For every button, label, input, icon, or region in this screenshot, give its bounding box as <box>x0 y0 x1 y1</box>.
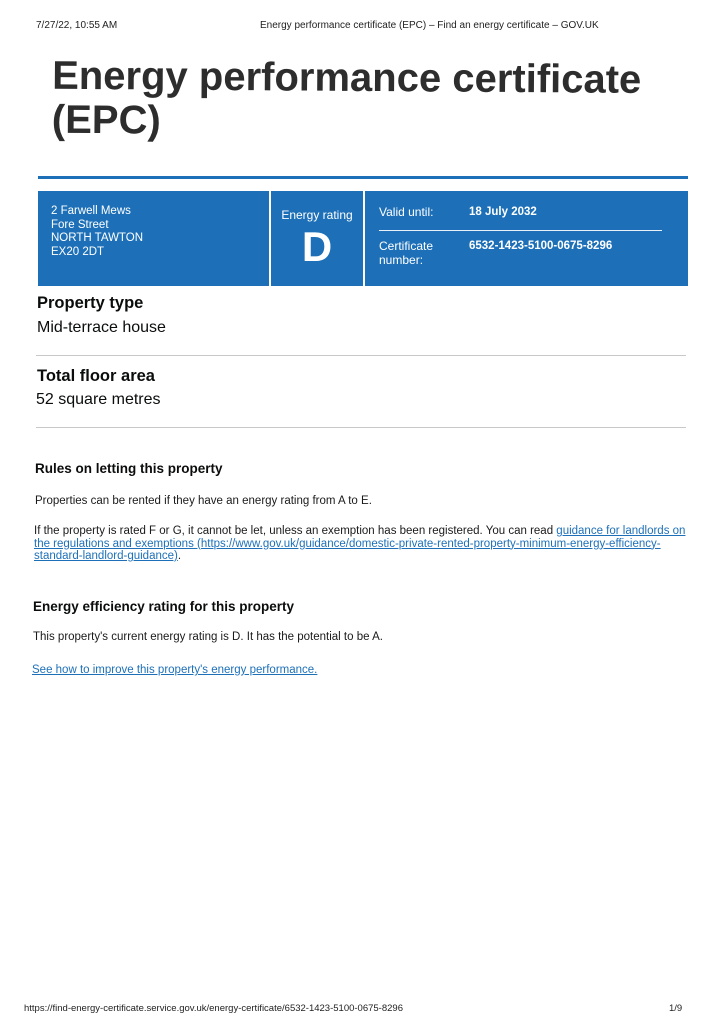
letting-exemptions-paragraph <box>34 525 686 563</box>
address-line: 2 Farwell Mews <box>51 205 131 217</box>
print-footer-url: https://find-energy-certificate.service.gov.uk/energy-certificate/6532-1423-5100-0675-8296 <box>24 1003 403 1014</box>
property-address <box>38 191 271 286</box>
address-line: NORTH TAWTON <box>51 232 143 244</box>
valid-until-value: 18 July 2032 <box>469 206 537 218</box>
valid-until-label: Valid until: <box>379 205 434 219</box>
energy-rating-cell <box>271 191 365 286</box>
letting-exemptions-text: If the property is rated F or G, it cannot be let, unless an exemption has been registered. You can read <box>34 525 557 537</box>
certificate-details <box>365 191 688 286</box>
property-type-heading: Property type <box>37 294 144 312</box>
address-line: EX20 2DT <box>51 245 105 258</box>
certificate-number-value: 6532-1423-5100-0675-8296 <box>469 240 613 252</box>
valid-until-row <box>379 205 662 219</box>
certificate-number-label-line-1: Certificate <box>379 239 434 253</box>
print-page-title: Energy performance certificate (EPC) – Find an energy certificate – GOV.UK <box>260 20 599 31</box>
letting-rules-paragraph: Properties can be rented if they have an energy rating from A to E. <box>35 495 372 507</box>
section-divider <box>36 427 686 428</box>
letting-exemptions-end: . <box>177 550 182 562</box>
certificate-number-label-line-2: number: <box>379 253 424 267</box>
property-type-value: Mid-terrace house <box>37 319 166 336</box>
energy-efficiency-heading: Energy efficiency rating for this property <box>33 599 295 614</box>
print-date: 7/27/22, 10:55 AM <box>36 20 118 31</box>
details-divider <box>379 230 662 231</box>
title-divider <box>38 176 688 179</box>
floor-area-value: 52 square metres <box>36 391 161 408</box>
energy-rating-letter: D <box>301 223 333 270</box>
energy-rating-label: Energy rating <box>281 208 353 222</box>
page-title-line-1: Energy performance certificate <box>52 53 642 102</box>
energy-efficiency-paragraph: This property's current energy rating is D. It has the potential to be A. <box>33 631 383 643</box>
address-line: Fore Street <box>51 218 109 231</box>
floor-area-heading: Total floor area <box>37 367 155 385</box>
page-title-line-2: (EPC) <box>51 97 161 143</box>
print-page-number: 1/9 <box>669 1003 683 1014</box>
landlord-guidance-link[interactable]: guidance for landlords on the regulations and exemptions (https://www.gov.uk/guidance/domestic-private-rented-property-minimum-energy-efficiency-standard-landlord-guidance) <box>34 525 686 562</box>
epc-summary-box <box>38 191 688 286</box>
letting-rules-heading: Rules on letting this property <box>35 461 223 476</box>
section-divider <box>36 355 686 356</box>
page-title <box>52 54 693 146</box>
certificate-number-row <box>379 239 662 267</box>
improve-energy-performance-link[interactable]: See how to improve this property's energy performance. <box>32 664 318 676</box>
certificate-number-label <box>379 239 469 267</box>
